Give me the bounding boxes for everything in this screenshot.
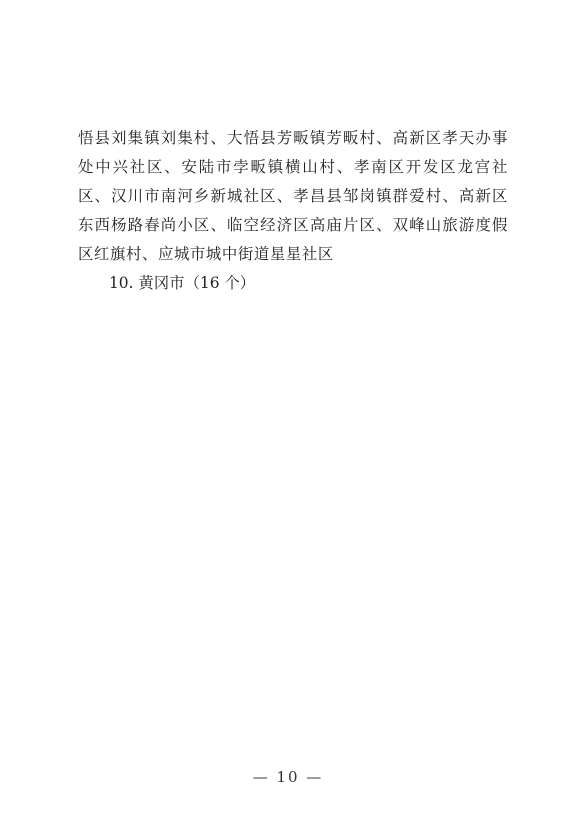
paragraph-xiaogan-continued: 悟县刘集镇刘集村、大悟县芳畈镇芳畈村、高新区孝天办事处中兴社区、安陆市孛畈镇横山村、孝南区开发区龙宫社区、汉川市南河乡新城社区、孝昌县邹岗镇群爱村、高新区东西杨路春尚小区、临空经济区高庙片区、双峰山旅游度假区红旗村、应城市城中街道星星社区 xyxy=(78,129,508,263)
page-body xyxy=(78,124,508,298)
heading-huanggang: 10. 黄冈市（16 个） xyxy=(109,274,256,292)
page-number: — 10 — xyxy=(252,768,324,786)
